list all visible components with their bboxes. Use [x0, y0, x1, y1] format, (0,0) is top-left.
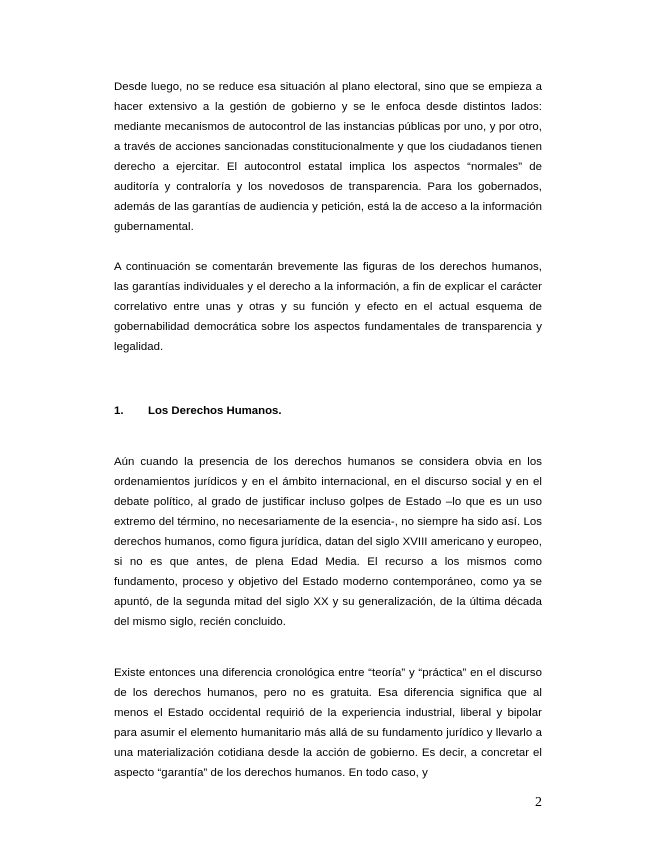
- section-heading: [114, 403, 282, 419]
- page-number: 2: [535, 795, 542, 810]
- paragraph-continuation: A continuación se comentarán brevemente las figuras de los derechos humanos, las garantías individuales y el derecho a la información, a fin de explicar el carácter correlativo entre unas y otras y su función y efecto en el actual esquema de gobernabilidad democrática sobre los aspectos fundamentales de transparencia y legalidad.: [114, 261, 542, 354]
- paragraph-human-rights-history: Aún cuando la presencia de los derechos humanos se considera obvia en los ordenamientos jurídicos y en el ámbito internacional, en el discurso social y en el debate político, al grado de justificar incluso golpes de Estado –lo que es un uso extremo del término, no necesariamente de la esencia-, no siempre ha sido así. Los derechos humanos, como figura jurídica, datan del siglo XVIII americano y europeo, si no es que antes, de plena Edad Media. El recurso a los mismos como fundamento, proceso y objetivo del Estado moderno contemporáneo, como ya se apuntó, de la segunda mitad del siglo XX y su generalización, de la última década del mismo siglo, recién concluido.: [114, 456, 542, 629]
- paragraph-intro: Desde luego, no se reduce esa situación al plano electoral, sino que se empieza a hacer extensivo a la gestión de gobierno y se le enfoca desde distintos lados: mediante mecanismos de autocontrol de las instancias públicas por uno, y por otro, a través de acciones sancionadas constitucionalmente y que los ciudadanos tienen derecho a ejercitar. El autocontrol estatal implica los aspectos “normales” de auditoría y contraloría y los novedosos de transparencia. Para los gobernados, además de las garantías de audiencia y petición, está la de acceso a la información gubernamental.: [114, 81, 542, 234]
- section-number: 1.: [114, 405, 124, 417]
- section-title: Los Derechos Humanos.: [148, 405, 282, 417]
- paragraph-theory-practice: Existe entonces una diferencia cronológica entre “teoría” y “práctica” en el discurso de los derechos humanos, pero no es gratuita. Esa diferencia significa que al menos el Estado occidental requirió de la experiencia industrial, liberal y bipolar para asumir el elemento humanitario más allá de su fundamento jurídico y llevarlo a una materialización cotidiana desde la acción de gobierno. Es decir, a concretar el aspecto “garantía” de los derechos humanos. En todo caso, y: [114, 667, 542, 780]
